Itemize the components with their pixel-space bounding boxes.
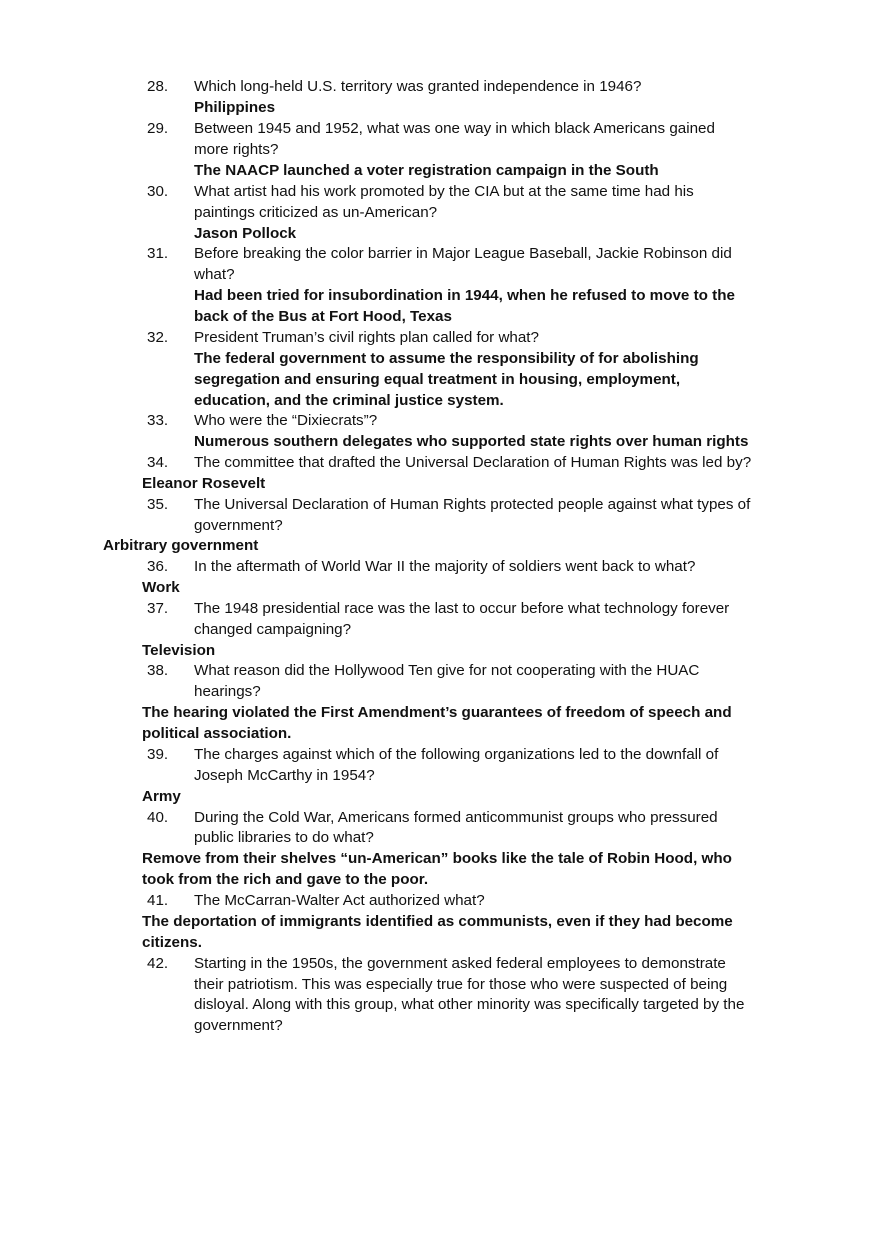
answer-text: Philippines (194, 99, 276, 116)
question-number: 35. (147, 496, 169, 513)
question-number: 36. (147, 558, 169, 575)
question-number: 34. (147, 454, 169, 471)
question-number: 41. (147, 892, 169, 909)
answer-text: Work (142, 579, 180, 596)
question-number: 32. (147, 329, 169, 346)
question-number: 38. (147, 662, 169, 679)
answer-text: citizens. (142, 934, 202, 951)
answer-text: education, and the criminal justice system. (194, 392, 504, 409)
question-number: 29. (147, 120, 169, 137)
question-text: Which long-held U.S. territory was granted independence in 1946? (194, 78, 642, 95)
question-number: 37. (147, 600, 169, 617)
answer-text: political association. (142, 725, 292, 742)
answer-text: Remove from their shelves “un-American” books like the tale of Robin Hood, who (142, 850, 732, 867)
question-number: 39. (147, 746, 169, 763)
answer-text: Army (142, 788, 181, 805)
question-text: Joseph McCarthy in 1954? (194, 767, 375, 784)
question-text: In the aftermath of World War II the majority of soldiers went back to what? (194, 558, 696, 575)
answer-text: segregation and ensuring equal treatment in housing, employment, (194, 371, 681, 388)
question-text: The Universal Declaration of Human Rights protected people against what types of (194, 496, 751, 513)
question-text: their patriotism. This was especially true for those who were suspected of being (194, 976, 728, 993)
question-text: Before breaking the color barrier in Major League Baseball, Jackie Robinson did (194, 245, 732, 262)
question-text: hearings? (194, 683, 261, 700)
question-number: 30. (147, 183, 169, 200)
answer-text: took from the rich and gave to the poor. (142, 871, 429, 888)
answer-text: Numerous southern delegates who supported state rights over human rights (194, 433, 749, 450)
answer-text: The NAACP launched a voter registration campaign in the South (194, 162, 659, 179)
question-text: Between 1945 and 1952, what was one way in which black Americans gained (194, 120, 715, 137)
question-number: 40. (147, 809, 169, 826)
answer-text: Arbitrary government (103, 537, 259, 554)
question-text: what? (194, 266, 235, 283)
question-number: 28. (147, 78, 169, 95)
question-text: The committee that drafted the Universal Declaration of Human Rights was led by? (194, 454, 752, 471)
answer-text: The federal government to assume the responsibility of for abolishing (194, 350, 699, 367)
question-text: What reason did the Hollywood Ten give for not cooperating with the HUAC (194, 662, 700, 679)
answer-text: The deportation of immigrants identified as communists, even if they had become (142, 913, 733, 930)
answer-text: The hearing violated the First Amendment’s guarantees of freedom of speech and (142, 704, 732, 721)
answer-text: back of the Bus at Fort Hood, Texas (194, 308, 452, 325)
answer-text: Eleanor Rosevelt (142, 475, 266, 492)
question-text: The 1948 presidential race was the last to occur before what technology forever (194, 600, 730, 617)
question-text: Who were the “Dixiecrats”? (194, 412, 378, 429)
question-number: 33. (147, 412, 169, 429)
question-text: government? (194, 517, 283, 534)
question-text: public libraries to do what? (194, 829, 374, 846)
question-text: What artist had his work promoted by the CIA but at the same time had his (194, 183, 694, 200)
question-text: President Truman’s civil rights plan called for what? (194, 329, 539, 346)
question-text: changed campaigning? (194, 621, 352, 638)
answer-text: Jason Pollock (194, 225, 297, 242)
question-text: During the Cold War, Americans formed anticommunist groups who pressured (194, 809, 718, 826)
question-text: paintings criticized as un-American? (194, 204, 438, 221)
question-text: The McCarran-Walter Act authorized what? (194, 892, 485, 909)
answer-text: Had been tried for insubordination in 1944, when he refused to move to the (194, 287, 735, 304)
question-text: disloyal. Along with this group, what other minority was specifically targeted by the (194, 996, 745, 1013)
answer-text: Television (142, 642, 216, 659)
question-number: 31. (147, 245, 169, 262)
question-text: government? (194, 1017, 283, 1034)
question-text: Starting in the 1950s, the government asked federal employees to demonstrate (194, 955, 726, 972)
question-number: 42. (147, 955, 169, 972)
question-text: The charges against which of the following organizations led to the downfall of (194, 746, 719, 763)
question-text: more rights? (194, 141, 279, 158)
